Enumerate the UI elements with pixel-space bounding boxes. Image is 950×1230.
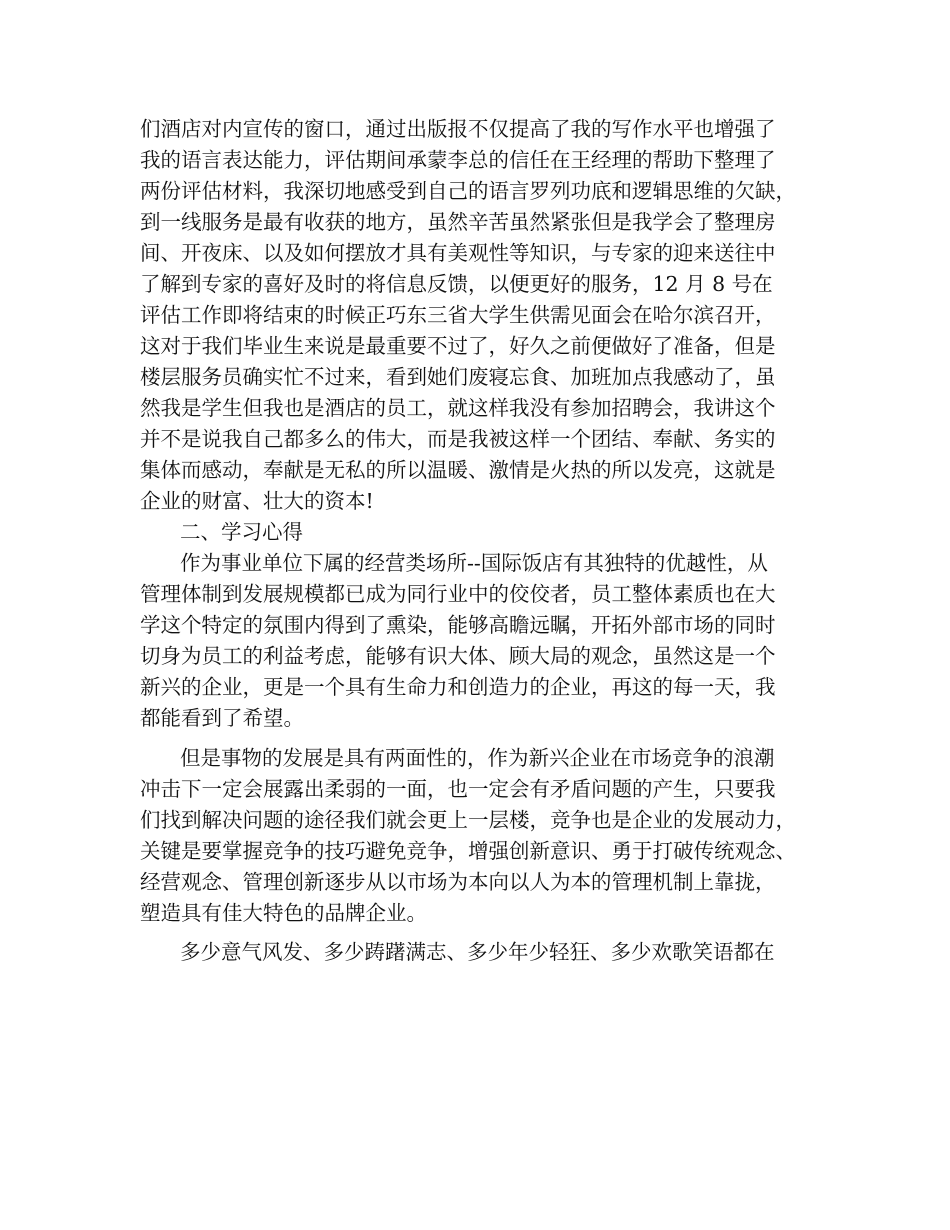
body-text-line: 并不是说我自己都多么的伟大，而是我被这样一个团结、奉献、务实的 [140,427,776,451]
body-text-line: 到一线服务是最有收获的地方，虽然辛苦虽然紧张但是我学会了整理房 [140,210,776,234]
body-text-line: 这对于我们毕业生来说是最重要不过了，好久之前便做好了准备，但是 [140,334,776,358]
body-text-line: 经营观念、管理创新逐步从以市场为本向以人为本的管理机制上靠拢， [140,870,776,894]
section-heading: 二、学习心得 [180,520,303,544]
body-text-line: 冲击下一定会展露出柔弱的一面，也一定会有矛盾问题的产生，只要我 [140,777,776,801]
body-text-line: 了解到专家的喜好及时的将信息反馈，以便更好的服务，12 月 8 号在 [140,272,773,296]
body-text-line: 然我是学生但我也是酒店的员工，就这样我没有参加招聘会，我讲这个 [140,396,776,420]
body-text-line: 楼层服务员确实忙不过来，看到她们废寝忘食、加班加点我感动了，虽 [140,365,776,389]
body-text-line: 都能看到了希望。 [140,706,304,730]
body-text-line: 两份评估材料，我深切地感受到自己的语言罗列功底和逻辑思维的欠缺， [140,179,796,203]
body-text-line: 评估工作即将结束的时候正巧东三省大学生供需见面会在哈尔滨召开， [140,303,776,327]
body-text-line: 学这个特定的氛围内得到了熏染，能够高瞻远瞩，开拓外部市场的同时 [140,613,776,637]
paragraph-first-line: 多少意气风发、多少踌躇满志、多少年少轻狂、多少欢歌笑语都在 [180,940,775,964]
body-text-line: 切身为员工的利益考虑，能够有识大体、顾大局的观念，虽然这是一个 [140,644,776,668]
body-text-line: 我的语言表达能力，评估期间承蒙李总的信任在王经理的帮助下整理了 [140,148,776,172]
body-text-line: 塑造具有佳大特色的品牌企业。 [140,901,427,925]
body-text-line: 关键是要掌握竞争的技巧避免竞争，增强创新意识、勇于打破传统观念、 [140,839,796,863]
paragraph-first-line: 作为事业单位下属的经营类场所--国际饭店有其独特的优越性，从 [180,551,768,575]
body-text-line: 集体而感动，奉献是无私的所以温暖、激情是火热的所以发亮，这就是 [140,458,776,482]
body-text-line: 企业的财富、壮大的资本! [140,489,374,513]
body-text-line: 新兴的企业，更是一个具有生命力和创造力的企业，再这的每一天，我 [140,675,776,699]
body-text-line: 管理体制到发展规模都已成为同行业中的佼佼者，员工整体素质也在大 [140,582,776,606]
body-text-line: 间、开夜床、以及如何摆放才具有美观性等知识，与专家的迎来送往中 [140,241,776,265]
paragraph-first-line: 但是事物的发展是具有两面性的，作为新兴企业在市场竞争的浪潮 [180,746,775,770]
body-text-line: 们酒店对内宣传的窗口，通过出版报不仅提高了我的写作水平也增强了 [140,117,776,141]
body-text-line: 们找到解决问题的途径我们就会更上一层楼，竞争也是企业的发展动力， [140,808,796,832]
